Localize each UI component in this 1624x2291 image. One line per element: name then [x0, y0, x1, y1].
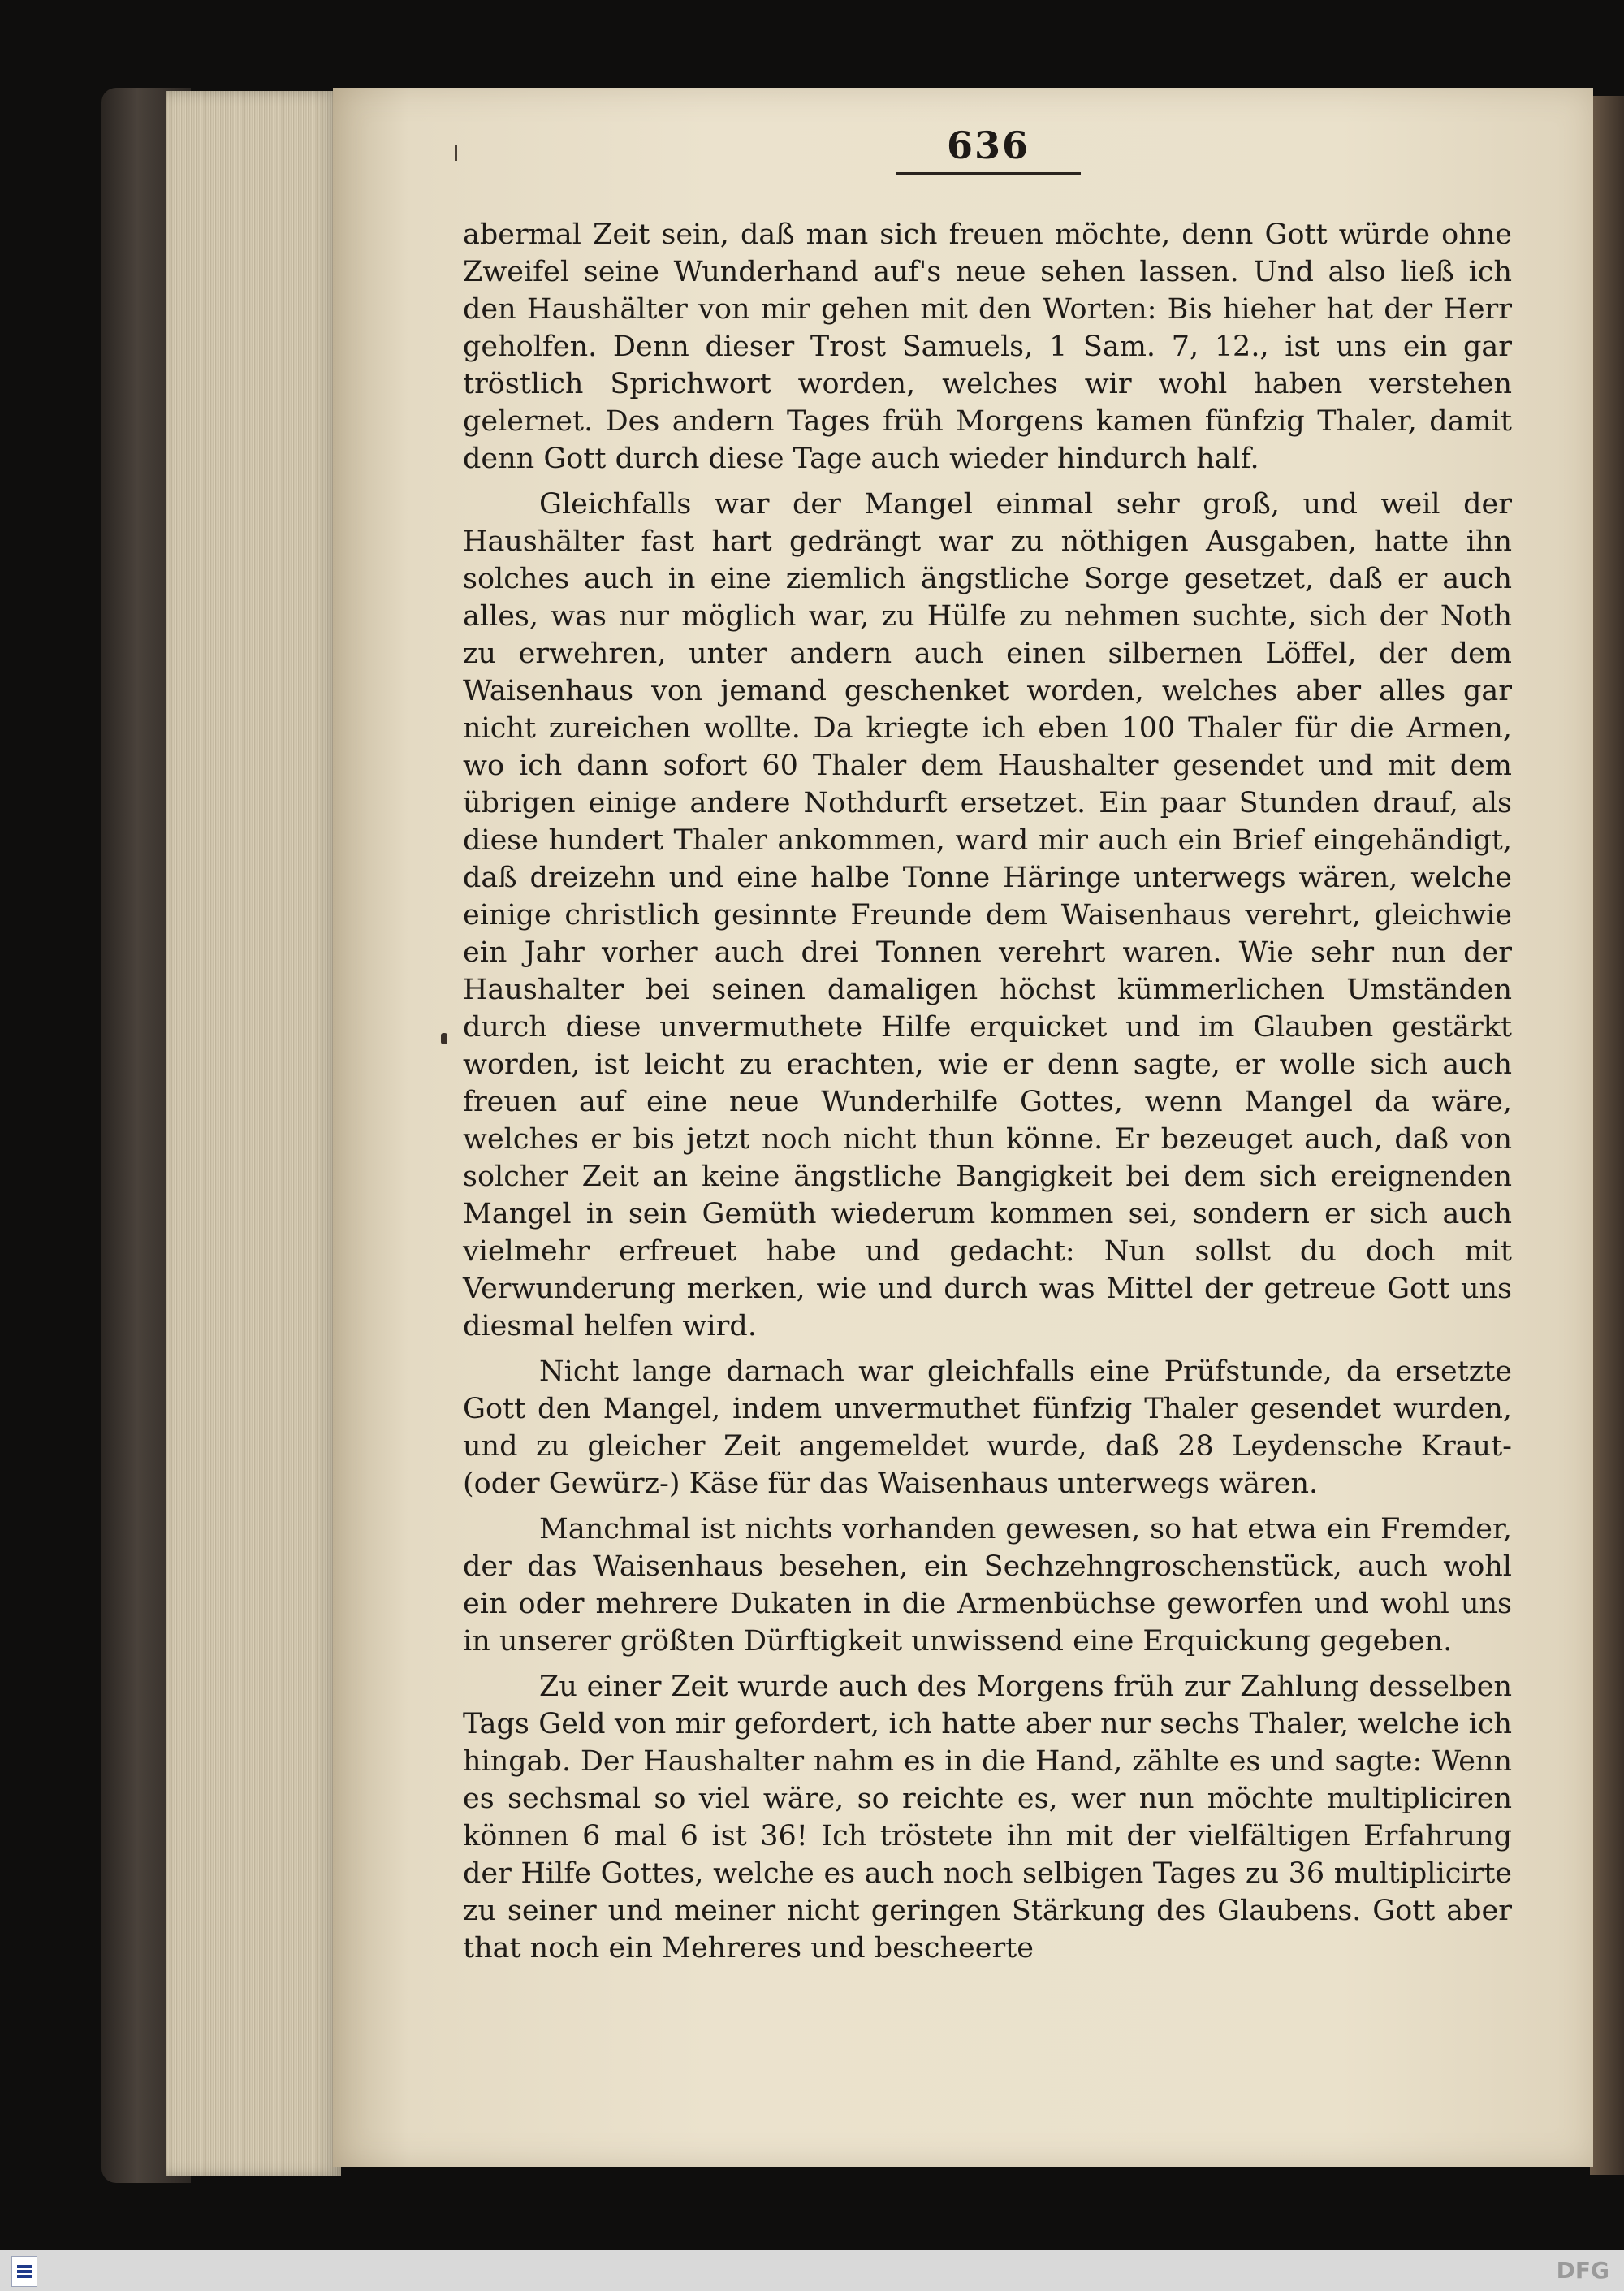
book-cover-right: [1590, 96, 1624, 2175]
body-text: [463, 216, 1512, 1975]
page-edges: [166, 91, 341, 2176]
page-number-rule: [896, 172, 1081, 175]
page-number: 636: [946, 123, 1030, 167]
paragraph-2: Gleichfalls war der Mangel einmal sehr groß, und weil der Haushälter fast hart gedrängt war zu nöthigen Ausgaben, hatte ihn solches auch in eine ziemlich ängstliche Sorge gesetzet, daß er auch alles, was nur möglich war, zu Hülfe zu nehmen suchte, sich der Noth zu erwehren, unter andern auch einen silbernen Löffel, der dem Waisenhaus von jemand geschenket worden, welches aber alles gar nicht zureichen wollte. Da kriegte ich eben 100 Thaler für die Armen, wo ich dann sofort 60 Thaler dem Haushalter gesendet und mit dem übrigen einige andere Nothdurft ersetzet. Ein paar Stunden drauf, als diese hundert Thaler ankommen, ward mir auch ein Brief eingehändigt, daß dreizehn und eine halbe Tonne Häringe unterwegs wären, welche einige christlich gesinnte Freunde dem Waisenhaus verehrt, gleichwie ein Jahr vorher auch drei Tonnen verehrt waren. Wie sehr nun der Haushalter bei seinen damaligen höchst kümmerlichen Umständen durch diese unvermuthete Hilfe erquicket und im Glauben gestärkt worden, ist leicht zu erachten, wie er denn sagte, er wolle sich auch freuen auf eine neue Wunderhilfe Gottes, wenn Mangel da wäre, welches er bis jetzt noch nicht thun könne. Er bezeuget auch, daß von solcher Zeit an keine ängstliche Bangigkeit bei dem sich ereignenden Mangel in sein Gemüth wiederum kommen sei, sondern er sich auch vielmehr erfreuet habe und gedacht: Nun sollst du doch mit Verwunderung merken, wie und durch was Mittel der getreue Gott uns diesmal helfen wird.: [463, 488, 1512, 1342]
paragraph-3: Nicht lange darnach war gleichfalls eine Prüfstunde, da ersetzte Gott den Mangel, indem unvermuthet fünfzig Thaler gesendet wurden, und zu gleicher Zeit angemeldet wurde, daß 28 Leydensche Kraut- (oder Gewürz-) Käse für das Waisenhaus unterwegs wären.: [463, 1355, 1512, 1500]
paragraph-5: Zu einer Zeit wurde auch des Morgens früh zur Zahlung desselben Tags Geld von mir gefordert, ich hatte aber nur sechs Thaler, welche ich hingab. Der Haushalter nahm es in die Hand, zählte es und sagte: Wenn es sechsmal so viel wäre, so reichte es, wer nun möchte multipliciren können 6 mal 6 ist 36! Ich tröstete ihn mit der vielfältigen Erfahrung der Hilfe Gottes, welche es auch noch selbigen Tages zu 36 multiplicirte zu seiner und meiner nicht geringen Stärkung des Glaubens. Gott aber that noch ein Mehreres und bescheerte: [463, 1671, 1512, 1965]
paragraph-4: Manchmal ist nichts vorhanden gewesen, so hat etwa ein Fremder, der das Waisenhaus besehen, ein Sechzehngroschenstück, auch wohl ein oder mehrere Dukaten in die Armenbüchse geworfen und wohl uns in unserer größten Dürftigkeit unwissend eine Erquickung gegeben.: [463, 1513, 1512, 1658]
library-logo-icon: [11, 2256, 37, 2287]
margin-tick: [455, 145, 457, 161]
margin-mark: [441, 1033, 447, 1044]
paragraph-1: abermal Zeit sein, daß man sich freuen möchte, denn Gott würde ohne Zweifel seine Wunderhand auf's neue sehen lassen. Und also ließ ich den Haushälter von mir gehen mit den Worten: Bis hieher hat der Herr geholfen. Denn dieser Trost Samuels, 1 Sam. 7, 12., ist uns ein gar tröstlich Sprichwort worden, welches wir wohl haben verstehen gelernet. Des andern Tages früh Morgens kamen fünfzig Thaler, damit denn Gott durch diese Tage auch wieder hindurch half.: [463, 218, 1512, 475]
dfg-label: DFG: [1556, 2257, 1609, 2284]
viewer-footer-bar: [0, 2250, 1624, 2291]
